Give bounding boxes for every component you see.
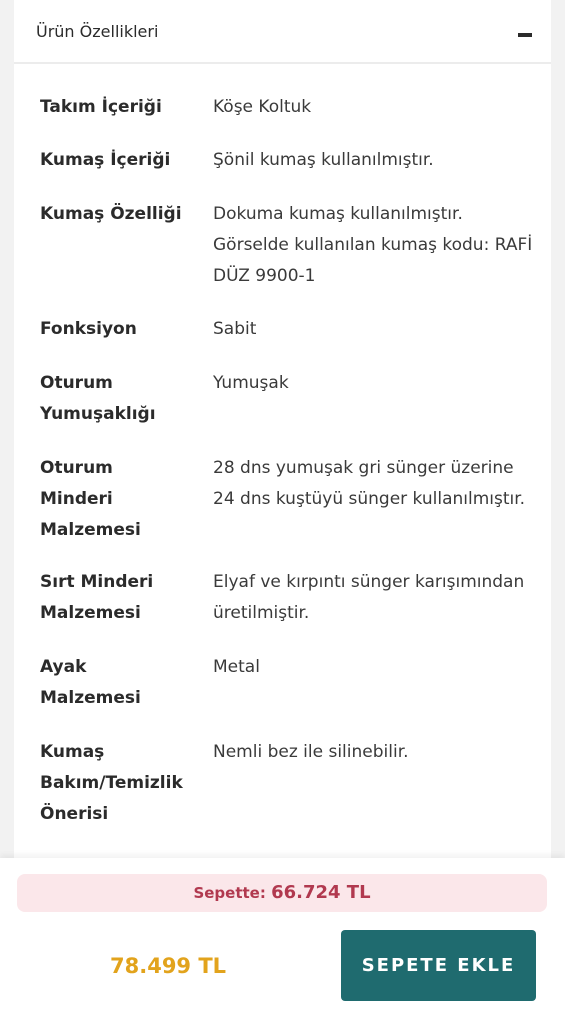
spec-value: Dokuma kumaş kullanılmıştır. Görselde kullanılan kumaş kodu: RAFİ DÜZ 9900-1 — [213, 204, 533, 286]
basket-price-label: Sepette: — [193, 884, 272, 902]
spec-label: Kumaş Bakım/Temizlik Önerisi — [40, 742, 183, 824]
spec-label: Takım İçeriği — [40, 97, 162, 117]
spec-label: Ayak Malzemesi — [40, 657, 141, 708]
minus-icon[interactable] — [518, 33, 532, 37]
purchase-bar — [0, 858, 565, 1024]
product-price: 78.499 TL — [110, 954, 227, 978]
spec-value: Şönil kumaş kullanılmıştır. — [213, 150, 434, 170]
spec-value: Köşe Koltuk — [213, 97, 312, 117]
spec-value: Yumuşak — [213, 373, 289, 393]
spec-value: 28 dns yumuşak gri sünger üzerine 24 dns kuştüyü sünger kullanılmıştır. — [213, 458, 526, 509]
basket-price-value: 66.724 TL — [271, 882, 371, 903]
spec-label: Oturum Minderi Malzemesi — [40, 458, 141, 540]
spec-value: Metal — [213, 657, 260, 677]
basket-price-banner — [17, 874, 547, 912]
spec-value: Nemli bez ile silinebilir. — [213, 742, 409, 762]
spec-value: Sabit — [213, 319, 257, 339]
spec-label: Fonksiyon — [40, 319, 137, 339]
spec-value: Elyaf ve kırpıntı sünger karışımından üretilmiştir. — [213, 572, 525, 623]
specs-accordion-header[interactable] — [14, 0, 551, 64]
add-to-cart-button[interactable]: SEPETE EKLE — [341, 930, 536, 1001]
section-title: Ürün Özellikleri — [36, 22, 159, 41]
product-specs-card — [14, 0, 551, 858]
spec-label: Kumaş İçeriği — [40, 150, 171, 170]
spec-label: Sırt Minderi Malzemesi — [40, 572, 154, 623]
spec-label: Kumaş Özelliği — [40, 204, 182, 224]
spec-label: Oturum Yumuşaklığı — [40, 373, 156, 424]
